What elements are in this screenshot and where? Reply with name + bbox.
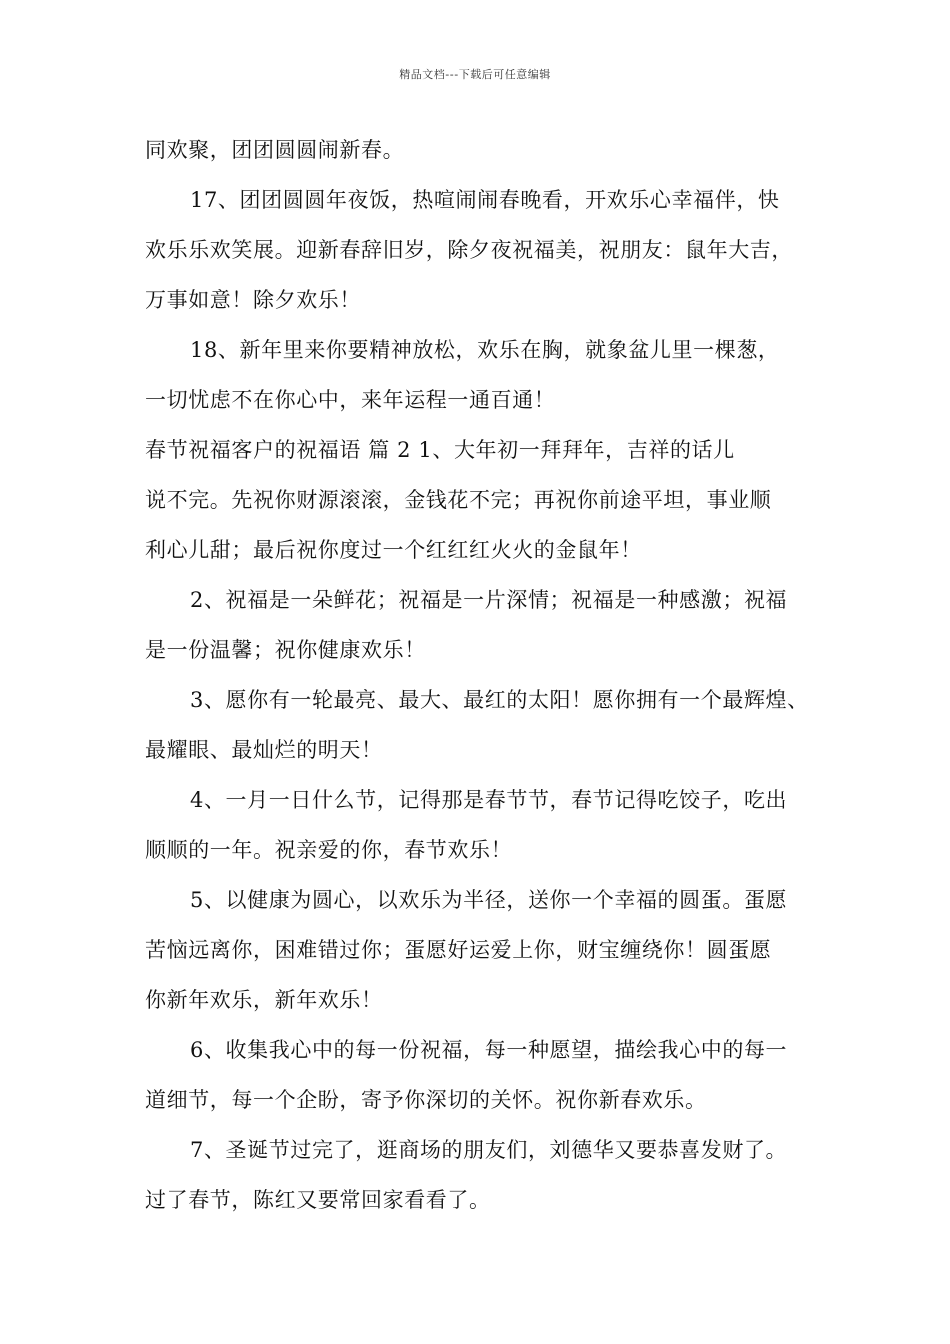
text-line: 是一份温馨；祝你健康欢乐！ — [145, 638, 426, 662]
page-header: 精品文档---下载后可任意编辑 — [399, 68, 551, 81]
text-line: 2、祝福是一朵鲜花；祝福是一片深情；祝福是一种感激；祝福 — [190, 588, 788, 612]
text-line: 6、收集我心中的每一份祝福，每一种愿望，描绘我心中的每一 — [190, 1038, 788, 1062]
text-line: 5、以健康为圆心，以欢乐为半径，送你一个幸福的圆蛋。蛋愿 — [190, 888, 788, 912]
text-line: 3、愿你有一轮最亮、最大、最红的太阳！愿你拥有一个最辉煌、 — [190, 688, 809, 712]
text-line: 17、团团圆圆年夜饭，热喧闹闹春晚看，开欢乐心幸福伴，快 — [190, 188, 780, 212]
text-line: 最耀眼、最灿烂的明天！ — [145, 738, 383, 762]
text-line: 同欢聚，团团圆圆闹新春。 — [145, 138, 405, 162]
text-line: 一切忧虑不在你心中，来年运程一通百通！ — [145, 388, 556, 412]
text-line: 道细节，每一个企盼，寄予你深切的关怀。祝你新春欢乐。 — [145, 1088, 707, 1112]
section-heading-line: 春节祝福客户的祝福语 篇 2 1、大年初一拜拜年，吉祥的话儿 — [145, 438, 735, 462]
text-line: 7、圣诞节过完了，逛商场的朋友们，刘德华又要恭喜发财了。 — [190, 1138, 788, 1162]
text-line: 过了春节，陈红又要常回家看看了。 — [145, 1188, 491, 1212]
text-line: 欢乐乐欢笑展。迎新春辞旧岁，除夕夜祝福美，祝朋友：鼠年大吉， — [145, 238, 793, 262]
text-line: 18、新年里来你要精神放松，欢乐在胸，就象盆儿里一棵葱， — [190, 338, 780, 362]
text-line: 4、一月一日什么节，记得那是春节节，春节记得吃饺子，吃出 — [190, 788, 788, 812]
text-line: 苦恼远离你，困难错过你；蛋愿好运爱上你，财宝缠绕你！圆蛋愿 — [145, 938, 772, 962]
text-line: 说不完。先祝你财源滚滚，金钱花不完；再祝你前途平坦，事业顺 — [145, 488, 772, 512]
text-line: 顺顺的一年。祝亲爱的你，春节欢乐！ — [145, 838, 513, 862]
text-line: 你新年欢乐，新年欢乐！ — [145, 988, 383, 1012]
text-line: 万事如意！除夕欢乐！ — [145, 288, 361, 312]
text-line: 利心儿甜；最后祝你度过一个红红红火火的金鼠年！ — [145, 538, 642, 562]
